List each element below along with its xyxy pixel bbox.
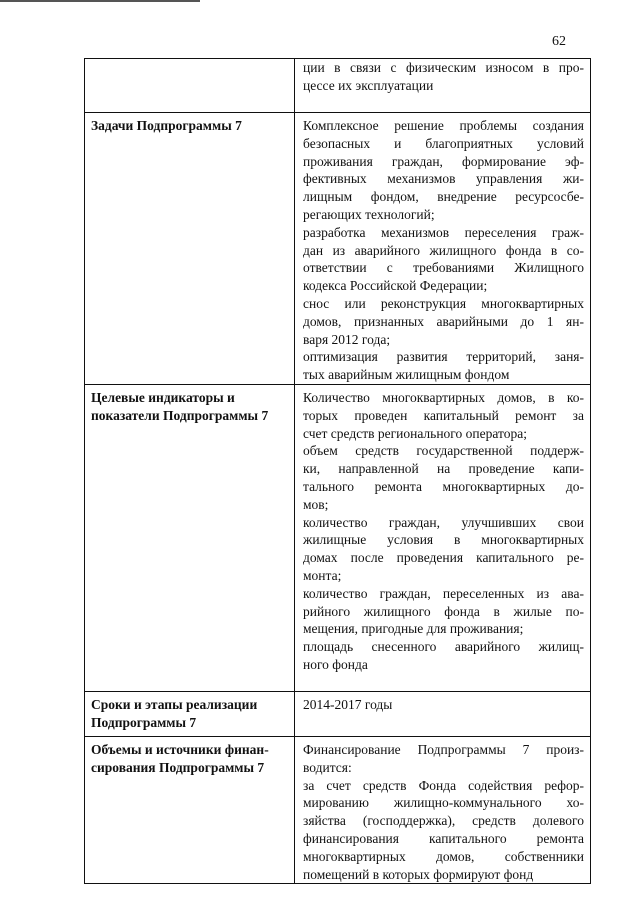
content-line: счет средств регионального оператора;	[303, 425, 527, 441]
row-label-cell	[85, 691, 295, 736]
content-line: мированию жилищно-коммунального хо-	[303, 795, 584, 811]
content-line: ответствии с требованиями Жилищного	[303, 260, 584, 276]
content-line: количество граждан, переселенных из ава-	[303, 585, 584, 601]
row-content-cell	[295, 736, 591, 883]
row-label	[85, 737, 294, 777]
content-line: за счет средств Фонда содействия рефор-	[303, 777, 584, 793]
row-label	[85, 385, 294, 425]
row-content-cell	[295, 691, 591, 736]
content-line: количество граждан, улучшивших свои	[303, 514, 584, 530]
scan-edge-line	[0, 0, 200, 2]
content-line: торых проведен капитальный ремонт за	[303, 407, 584, 423]
row-label-cell	[85, 384, 295, 691]
content-line: тых аварийным жилищным фондом	[303, 367, 510, 383]
table-row	[85, 384, 591, 691]
row-label-line: Объемы и источники финан-	[91, 741, 269, 757]
row-label-line: сирования Подпрограммы 7	[91, 759, 265, 775]
content-line: разработка механизмов переселения граж-	[303, 224, 584, 240]
row-label-cell	[85, 59, 295, 113]
content-line: ки, направленной на проведение капи-	[303, 461, 584, 477]
content-line: многоквартирных домов, собственники	[303, 848, 584, 864]
content-line: водится:	[303, 759, 352, 775]
content-line: домах после проведения капитального ре-	[303, 550, 584, 566]
content-line: регающих технологий;	[303, 206, 435, 222]
content-line: жилищные условия в многоквартирных	[303, 532, 584, 548]
content-line: снос или реконструкция многоквартирных	[303, 295, 584, 311]
row-content	[295, 59, 590, 95]
content-line: помещений в которых формируют фонд	[303, 866, 534, 882]
content-line: ции в связи с физическим износом в про-	[303, 60, 584, 75]
table-row	[85, 691, 591, 736]
row-content	[295, 113, 590, 384]
content-line: объем средств государственной поддерж-	[303, 443, 584, 459]
content-line: безопасных и благоприятных условий	[303, 135, 584, 151]
content-line: Комплексное решение проблемы создания	[303, 118, 584, 133]
content-line: варя 2012 года;	[303, 331, 391, 347]
row-label	[85, 692, 294, 732]
row-label-cell	[85, 113, 295, 385]
table-row	[85, 736, 591, 883]
content-line: дан из аварийного жилищного фонда в со-	[303, 242, 584, 258]
content-line: кодекса Российской Федерации;	[303, 278, 488, 294]
content-line: зяйства (господдержка), средств долевого	[303, 813, 584, 829]
row-content-cell	[295, 59, 591, 113]
row-content	[295, 737, 590, 883]
content-line: оптимизация развития территорий, заня-	[303, 349, 584, 365]
content-line: ного фонда	[303, 656, 368, 672]
content-line: фективных механизмов управления жи-	[303, 171, 584, 187]
passport-table	[84, 58, 591, 884]
row-content-cell	[295, 384, 591, 691]
page-number: 62	[552, 34, 566, 49]
content-line: лищным фондом, внедрение ресурсосбе-	[303, 189, 584, 205]
row-label-line: Целевые индикаторы и	[91, 389, 235, 405]
content-line: Количество многоквартирных домов, в ко-	[303, 389, 584, 405]
row-label-line: Сроки и этапы реализации	[91, 696, 258, 712]
content-line: тального ремонта многоквартирных до-	[303, 478, 584, 494]
content-line: Финансирование Подпрограммы 7 произ-	[303, 741, 584, 757]
row-label-line: Задачи Подпрограммы 7	[91, 118, 242, 133]
content-line: мещения, пригодные для проживания;	[303, 621, 524, 637]
content-line: монта;	[303, 567, 342, 583]
content-line: финансирования капитального ремонта	[303, 830, 584, 846]
content-line: рийного жилищного фонда в жилые по-	[303, 603, 584, 619]
row-label-line: показатели Подпрограммы 7	[91, 407, 269, 423]
row-content-cell	[295, 113, 591, 385]
content-line: 2014-2017 годы	[303, 696, 393, 712]
content-line: цессе их эксплуатации	[303, 77, 434, 93]
table-row	[85, 113, 591, 385]
content-line: мов;	[303, 496, 329, 512]
row-label-line: Подпрограммы 7	[91, 714, 197, 730]
row-content	[295, 385, 590, 674]
content-line: проживания граждан, формирование эф-	[303, 153, 584, 169]
content-line: домов, признанных аварийными до 1 ян-	[303, 313, 584, 329]
content-line: площадь снесенного аварийного жилищ-	[303, 639, 584, 655]
row-content	[295, 692, 590, 714]
row-label	[85, 113, 294, 135]
table-row	[85, 59, 591, 113]
row-label-cell	[85, 736, 295, 883]
row-label	[85, 59, 294, 63]
